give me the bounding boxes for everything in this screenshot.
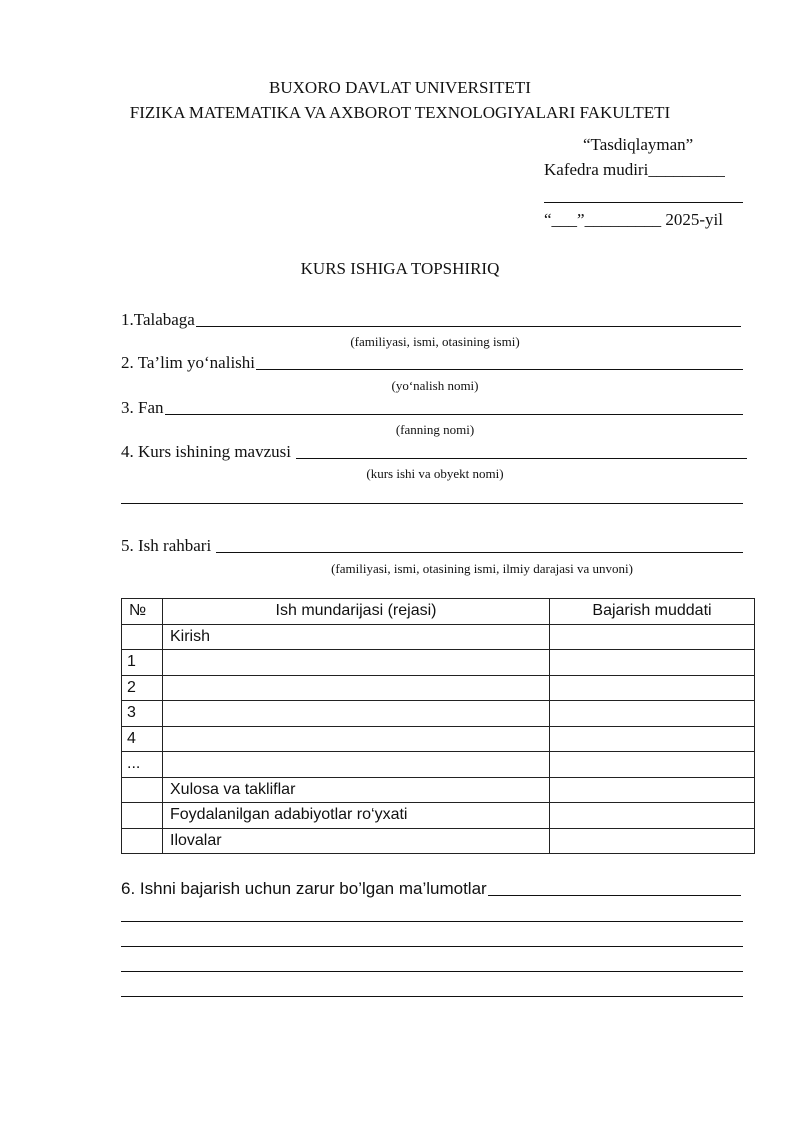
supervisor-field[interactable] xyxy=(121,536,743,556)
row-deadline[interactable] xyxy=(550,675,755,701)
table-row xyxy=(122,650,755,676)
supervisor-input-line[interactable] xyxy=(216,552,743,553)
university-name: BUXORO DAVLAT UNIVERSITETI xyxy=(269,78,531,97)
row-number: 1 xyxy=(122,650,163,676)
approve-label: “Tasdiqlayman” xyxy=(583,135,694,154)
topic-hint: (kurs ishi va obyekt nomi) xyxy=(366,466,504,481)
topic-input-line[interactable] xyxy=(296,458,747,459)
row-content[interactable] xyxy=(163,701,550,727)
row-number xyxy=(122,803,163,829)
row-content[interactable] xyxy=(163,650,550,676)
table-row xyxy=(122,752,755,778)
subject-label: 3. Fan xyxy=(121,398,164,417)
table-row xyxy=(122,675,755,701)
row-content[interactable] xyxy=(163,675,550,701)
required-data-line-2[interactable] xyxy=(121,946,743,947)
row-content[interactable]: Kirish xyxy=(163,624,550,650)
department-head-label: Kafedra mudiri_________ xyxy=(544,160,725,179)
required-data-line-4[interactable] xyxy=(121,996,743,997)
required-data-field[interactable] xyxy=(121,879,741,899)
topic-label: 4. Kurs ishining mavzusi xyxy=(121,442,296,461)
topic-field[interactable] xyxy=(121,442,747,462)
row-number: 2 xyxy=(122,675,163,701)
required-data-label: 6. Ishni bajarish uchun zarur bo’lgan ma’lumotlar xyxy=(121,879,487,898)
faculty-name: FIZIKA MATEMATIKA VA AXBOROT TEXNOLOGIYALARI FAKULTETI xyxy=(129,103,671,122)
document-title: KURS ISHIGA TOPSHIRIQ xyxy=(300,259,500,278)
student-label: 1.Talabaga xyxy=(121,310,195,329)
approval-date: “___”_________ 2025-yil xyxy=(544,210,723,229)
student-hint: (familiyasi, ismi, otasining ismi) xyxy=(350,334,520,349)
header-deadline: Bajarish muddati xyxy=(550,599,755,625)
required-data-input-line[interactable] xyxy=(488,895,741,896)
row-number xyxy=(122,624,163,650)
row-number xyxy=(122,828,163,854)
work-plan-table xyxy=(121,598,755,854)
row-number: 3 xyxy=(122,701,163,727)
signature-line[interactable] xyxy=(544,202,743,203)
row-deadline[interactable] xyxy=(550,650,755,676)
table-row xyxy=(122,726,755,752)
table-row xyxy=(122,777,755,803)
required-data-line-1[interactable] xyxy=(121,921,743,922)
row-deadline[interactable] xyxy=(550,777,755,803)
row-deadline[interactable] xyxy=(550,752,755,778)
row-number: ... xyxy=(122,752,163,778)
row-content[interactable]: Foydalanilgan adabiyotlar ro‘yxati xyxy=(163,803,550,829)
table-row xyxy=(122,803,755,829)
student-input-line[interactable] xyxy=(196,326,741,327)
header-number: № xyxy=(122,599,163,625)
direction-hint: (yo‘nalish nomi) xyxy=(391,378,479,393)
subject-input-line[interactable] xyxy=(165,414,744,415)
row-content[interactable]: Xulosa va takliflar xyxy=(163,777,550,803)
row-content[interactable] xyxy=(163,726,550,752)
supervisor-label: 5. Ish rahbari xyxy=(121,536,216,555)
row-deadline[interactable] xyxy=(550,726,755,752)
row-number: 4 xyxy=(122,726,163,752)
direction-field[interactable] xyxy=(121,353,743,373)
table-row xyxy=(122,701,755,727)
row-deadline[interactable] xyxy=(550,828,755,854)
required-data-line-3[interactable] xyxy=(121,971,743,972)
row-deadline[interactable] xyxy=(550,701,755,727)
row-content[interactable] xyxy=(163,752,550,778)
table-row xyxy=(122,828,755,854)
row-deadline[interactable] xyxy=(550,624,755,650)
subject-hint: (fanning nomi) xyxy=(395,422,475,437)
subject-field[interactable] xyxy=(121,398,743,418)
header-content: Ish mundarijasi (rejasi) xyxy=(163,599,550,625)
student-field[interactable] xyxy=(121,310,741,330)
direction-input-line[interactable] xyxy=(256,369,743,370)
row-number xyxy=(122,777,163,803)
table-header-row xyxy=(122,599,755,625)
topic-extra-line[interactable] xyxy=(121,503,743,504)
direction-label: 2. Ta’lim yo‘nalishi xyxy=(121,353,256,372)
table-row xyxy=(122,624,755,650)
row-deadline[interactable] xyxy=(550,803,755,829)
row-content[interactable]: Ilovalar xyxy=(163,828,550,854)
supervisor-hint: (familiyasi, ismi, otasining ismi, ilmiy darajasi va unvoni) xyxy=(331,561,633,576)
